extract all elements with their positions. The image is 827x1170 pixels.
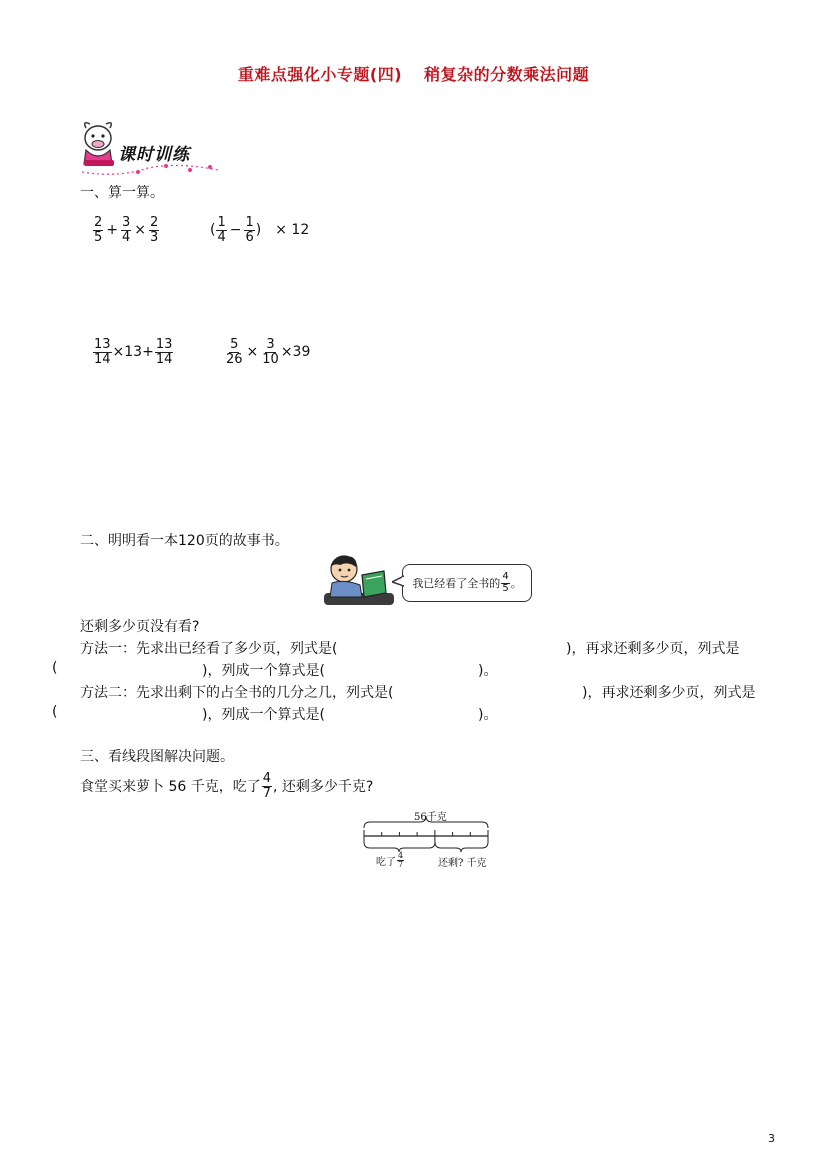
section1-heading: 一、算一算。	[80, 185, 164, 201]
fraction: $\frac{3}{4}$	[122, 215, 131, 245]
method1-line1-a: 方法一：先求出已经看了多少页，列式是(	[80, 641, 338, 657]
expression-1: $\frac{2}{5}$ + $\frac{3}{4}$ × $\frac{2}{3}$	[94, 215, 159, 245]
title-part-1: 重难点强化小专题(四)	[237, 65, 403, 84]
fraction: $\frac{5}{26}$	[226, 337, 243, 367]
diagram-eaten-label: 吃了 $\frac{4}{7}$	[376, 851, 404, 870]
method1-line2-a: (	[52, 660, 58, 676]
line-segment-diagram	[356, 810, 496, 872]
fraction: $\frac{2}{5}$	[94, 215, 103, 245]
method2-line1-b: )，再求还剩多少页，列式是	[582, 685, 756, 701]
expression-3: $\frac{13}{14}$ ×13+ $\frac{13}{14}$	[94, 337, 173, 367]
speech-bubble: 我已经看了全书的 $\frac{4}{5}$ 。	[402, 564, 532, 602]
method2-line1-a: 方法二：先求出剩下的占全书的几分之几，列式是(	[80, 685, 394, 701]
page-title	[0, 62, 827, 85]
method1-line1-b: )，再求还剩多少页，列式是	[566, 641, 740, 657]
fraction: $\frac{13}{14}$	[94, 337, 111, 367]
fraction: $\frac{1}{4}$	[217, 215, 226, 245]
lesson-badge	[78, 118, 228, 180]
fraction: $\frac{13}{14}$	[155, 337, 173, 367]
method2-line2-b: )，列成一个算式是(	[202, 707, 325, 723]
expression-2: ( $\frac{1}{4}$ − $\frac{1}{6}$ ) × 12	[210, 215, 310, 245]
method2-line2-a: (	[52, 704, 58, 720]
expression-4: $\frac{5}{26}$ × $\frac{3}{10}$ ×39	[226, 337, 311, 367]
badge-label: 课时训练	[118, 145, 190, 165]
fraction: $\frac{4}{7}$	[262, 771, 271, 801]
bubble-fraction: $\frac{4}{5}$	[502, 571, 509, 594]
diagram-remaining-label: 还剩? 千克	[438, 858, 487, 869]
bubble-tail-icon	[392, 574, 404, 588]
section2-heading: 二、明明看一本120页的故事书。	[80, 533, 289, 549]
section3-heading: 三、看线段图解决问题。	[80, 749, 234, 765]
fraction: $\frac{3}{10}$	[262, 337, 279, 367]
bubble-text: 我已经看了全书的	[412, 577, 501, 590]
method2-line2-c: )。	[478, 707, 498, 723]
boy-reading-icon	[322, 553, 396, 607]
question-text: 还剩多少页没有看?	[80, 619, 200, 635]
page-number: 3	[768, 1132, 775, 1145]
method1-line2-b: )，列成一个算式是(	[202, 663, 325, 679]
fraction: $\frac{2}{3}$	[150, 215, 159, 245]
diagram-total-label: 56千克	[414, 812, 447, 823]
method1-line2-c: )。	[478, 663, 498, 679]
reading-boy-illustration	[322, 553, 396, 611]
section3-question: 食堂买来萝卜 56 千克，吃了 $\frac{4}{7}$ , 还剩多少千克?	[80, 771, 374, 801]
title-part-2: 稍复杂的分数乘法问题	[424, 65, 590, 84]
fraction: $\frac{1}{6}$	[245, 215, 254, 245]
